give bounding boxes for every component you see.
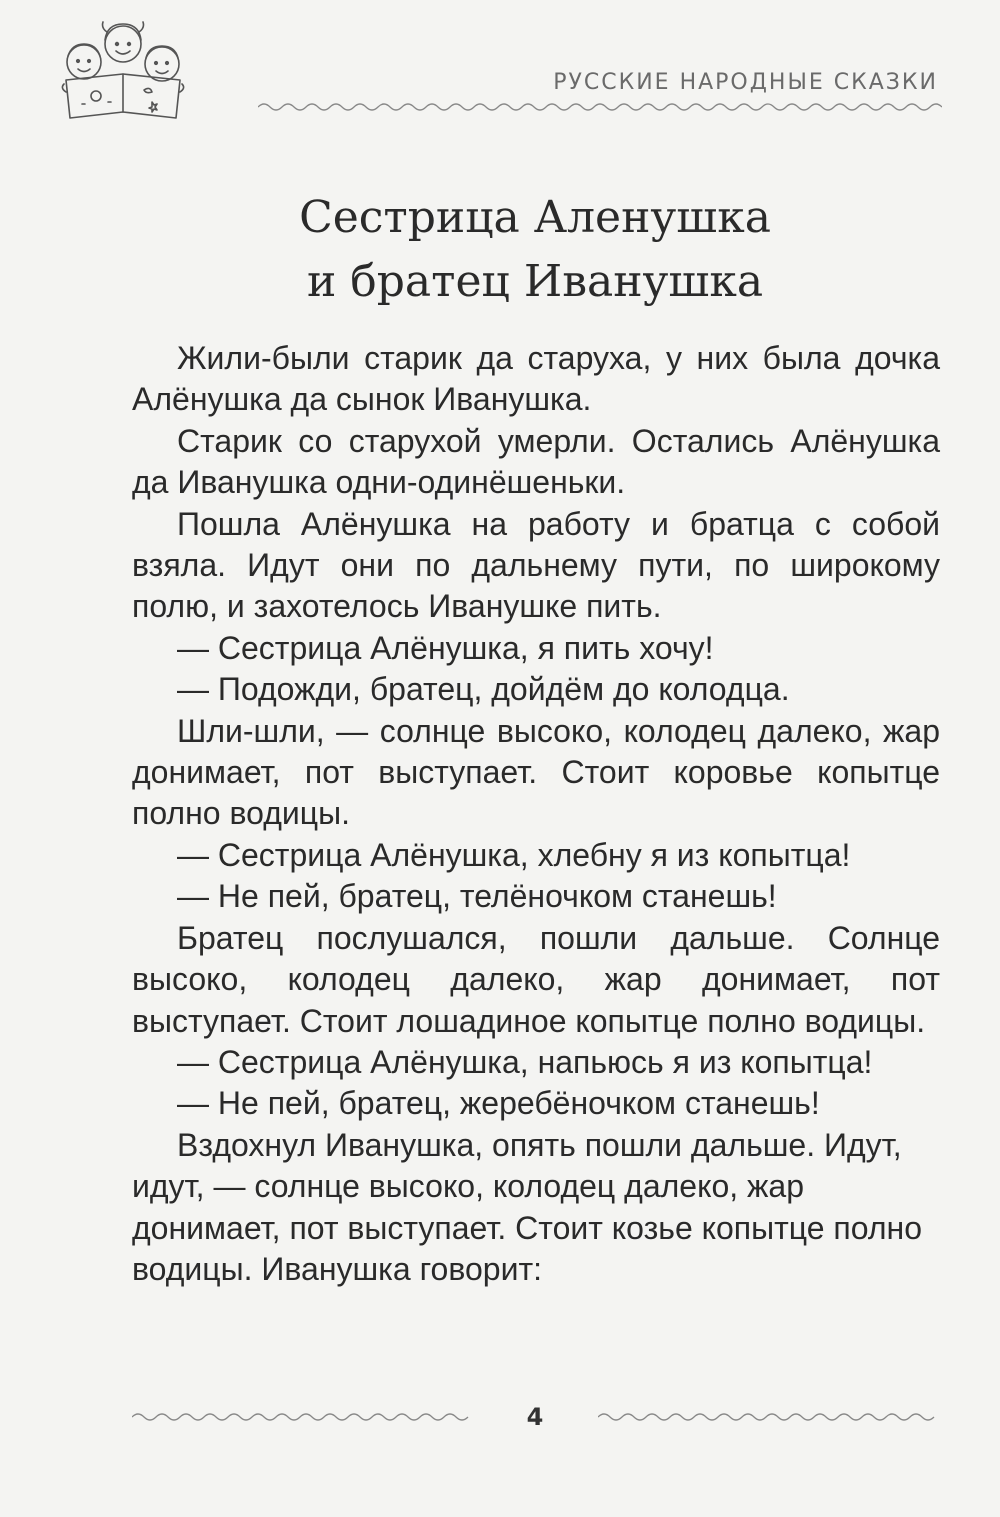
paragraph: Старик со старухой умерли. Остались Алёнушка да Иванушка одни-одинёшеньки.: [132, 422, 940, 501]
story-title: [130, 186, 940, 314]
footer-divider-right: [598, 1410, 938, 1424]
paragraph: Жили-были старик да старуха, у них была дочка Алёнушка да сынок Иванушка.: [132, 340, 940, 418]
paragraph: — Подожди, братец, дойдём до колодца.: [177, 671, 790, 708]
series-title: РУССКИЕ НАРОДНЫЕ СКАЗКИ: [553, 70, 938, 95]
paragraph: — Сестрица Алёнушка, напьюсь я из копытца!: [177, 1043, 873, 1080]
story-title-line-2: и братец Иванушка: [306, 256, 764, 307]
paragraph: Шли-шли, — солнце высоко, колодец далеко, жар донимает, пот выступает. Стоит коровье копытце полно водицы.: [132, 712, 940, 832]
footer-divider-left: [132, 1410, 472, 1424]
paragraph: — Сестрица Алёнушка, я пить хочу!: [177, 629, 714, 666]
header-divider: [258, 100, 942, 114]
story-text: [132, 338, 940, 1290]
children-reading-book-icon: [52, 14, 194, 122]
paragraph: Братец послушался, пошли дальше. Солнце высоко, колодец далеко, жар донимает, пот выступает. Стоит лошадиное копытце полно водицы.: [132, 919, 940, 1039]
page-number: 4: [526, 1403, 544, 1431]
paragraph: — Не пей, братец, жеребёночком станешь!: [177, 1085, 820, 1122]
paragraph: — Сестрица Алёнушка, хлебну я из копытца!: [177, 836, 851, 873]
paragraph: — Не пей, братец, телёночком станешь!: [177, 878, 777, 915]
paragraph: Пошла Алёнушка на работу и братца с собой взяла. Идут они по дальнему пути, по широкому полю, и захотелось Иванушке пить.: [132, 505, 940, 625]
paragraph: Вздохнул Иванушка, опять пошли дальше. Идут, идут, — солнце высоко, колодец далеко, жар донимает, пот выступает. Стоит козье копытце полно водицы. Иванушка говорит:: [132, 1126, 922, 1287]
story-title-line-1: Сестрица Аленушка: [299, 192, 771, 243]
